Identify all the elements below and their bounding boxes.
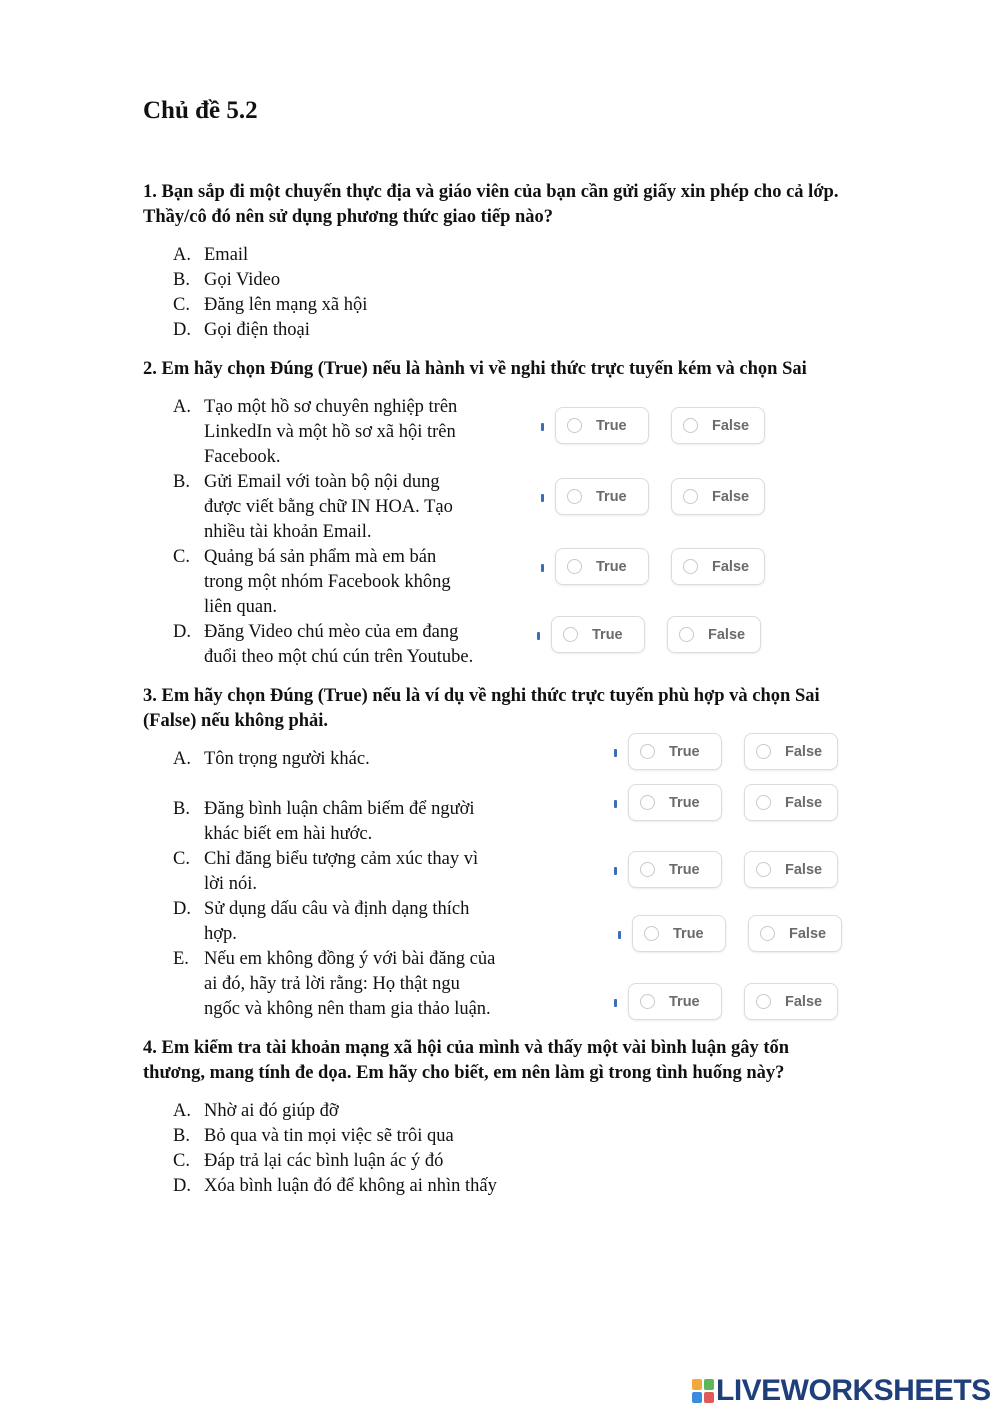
radio-icon xyxy=(640,862,655,877)
q2a-true-button[interactable]: True xyxy=(555,407,649,444)
option-text: Tạo một hồ sơ chuyên nghiệp trên xyxy=(204,397,458,417)
question-text-line: 1. Bạn sắp đi một chuyến thực địa và giáo viên của bạn cần gửi giấy xin phép cho cả lớp. xyxy=(143,182,839,202)
option-text: liên quan. xyxy=(204,597,277,617)
question-2 xyxy=(143,357,923,382)
option-text: LinkedIn và một hồ sơ xã hội trên xyxy=(204,422,456,442)
option-letter: B. xyxy=(173,799,190,819)
option-text: Nhờ ai đó giúp đỡ xyxy=(204,1101,339,1121)
option-text: Xóa bình luận đó để không ai nhìn thấy xyxy=(204,1176,497,1196)
marker-dot xyxy=(541,564,544,572)
radio-icon xyxy=(756,795,771,810)
option-text: Email xyxy=(204,245,249,265)
marker-dot xyxy=(541,494,544,502)
q2d-true-button[interactable]: True xyxy=(551,616,645,653)
marker-dot xyxy=(614,800,617,808)
radio-icon xyxy=(756,744,771,759)
question-text-line: (False) nếu không phải. xyxy=(143,711,329,731)
option-text: Tôn trọng người khác. xyxy=(204,749,370,769)
marker-dot xyxy=(541,423,544,431)
marker-dot xyxy=(614,749,617,757)
q3d-true-button[interactable]: True xyxy=(632,915,726,952)
marker-dot xyxy=(614,867,617,875)
radio-icon xyxy=(567,489,582,504)
option-text: được viết bằng chữ IN HOA. Tạo xyxy=(204,497,453,517)
q2c-true-button[interactable]: True xyxy=(555,548,649,585)
question-text-line: 3. Em hãy chọn Đúng (True) nếu là ví dụ về nghi thức trực tuyến phù hợp và chọn Sai xyxy=(143,686,820,706)
q3e-false-button[interactable]: False xyxy=(744,983,838,1020)
q2b-false-button[interactable]: False xyxy=(671,478,765,515)
option-text: Bỏ qua và tin mọi việc sẽ trôi qua xyxy=(204,1126,454,1146)
option-text: Đăng lên mạng xã hội xyxy=(204,295,368,315)
radio-icon xyxy=(683,489,698,504)
q3a-false-button[interactable]: False xyxy=(744,733,838,770)
logo-mark-icon xyxy=(692,1379,714,1403)
q3b-false-button[interactable]: False xyxy=(744,784,838,821)
option-letter: B. xyxy=(173,270,190,290)
option-letter: C. xyxy=(173,1151,190,1171)
option-text: Quảng bá sản phẩm mà em bán xyxy=(204,547,437,567)
q2b-true-button[interactable]: True xyxy=(555,478,649,515)
radio-icon xyxy=(756,862,771,877)
option-text: Gửi Email với toàn bộ nội dung xyxy=(204,472,440,492)
radio-icon xyxy=(640,795,655,810)
q3b-true-button[interactable]: True xyxy=(628,784,722,821)
option-text: ngốc và không nên tham gia thảo luận. xyxy=(204,999,491,1019)
option-letter: A. xyxy=(173,1101,191,1121)
liveworksheets-logo xyxy=(692,1374,991,1408)
radio-icon xyxy=(567,418,582,433)
radio-icon xyxy=(683,559,698,574)
option-text: Gọi điện thoại xyxy=(204,320,310,340)
option-letter: A. xyxy=(173,245,191,265)
option-text: Đăng Video chú mèo của em đang xyxy=(204,622,459,642)
radio-icon xyxy=(640,744,655,759)
option-text: đuổi theo một chú cún trên Youtube. xyxy=(204,647,474,667)
question-1 xyxy=(143,180,923,230)
radio-icon xyxy=(756,994,771,1009)
q3c-true-button[interactable]: True xyxy=(628,851,722,888)
radio-icon xyxy=(640,994,655,1009)
option-letter: A. xyxy=(173,397,191,417)
radio-icon xyxy=(760,926,775,941)
option-letter: C. xyxy=(173,295,190,315)
radio-icon xyxy=(683,418,698,433)
option-text: nhiều tài khoản Email. xyxy=(204,522,372,542)
question-text-line: thương, mang tính đe dọa. Em hãy cho biết, em nên làm gì trong tình huống này? xyxy=(143,1063,785,1083)
option-text: lời nói. xyxy=(204,874,257,894)
q3e-true-button[interactable]: True xyxy=(628,983,722,1020)
option-letter: E. xyxy=(173,949,189,969)
logo-text: LIVEWORKSHEETS xyxy=(716,1374,991,1407)
q3c-false-button[interactable]: False xyxy=(744,851,838,888)
option-text: trong một nhóm Facebook không xyxy=(204,572,451,592)
marker-dot xyxy=(537,632,540,640)
option-letter: D. xyxy=(173,622,191,642)
marker-dot xyxy=(614,999,617,1007)
option-text: Nếu em không đồng ý với bài đăng của xyxy=(204,949,496,969)
option-letter: B. xyxy=(173,1126,190,1146)
radio-icon xyxy=(679,627,694,642)
option-letter: C. xyxy=(173,849,190,869)
option-letter: C. xyxy=(173,547,190,567)
question-text-line: Thầy/cô đó nên sử dụng phương thức giao tiếp nào? xyxy=(143,207,554,227)
question-text-line: 2. Em hãy chọn Đúng (True) nếu là hành vi về nghi thức trực tuyến kém và chọn Sai xyxy=(143,359,807,379)
option-text: Đáp trả lại các bình luận ác ý đó xyxy=(204,1151,444,1171)
option-text: Gọi Video xyxy=(204,270,281,290)
option-text: khác biết em hài hước. xyxy=(204,824,373,844)
option-letter: A. xyxy=(173,749,191,769)
q2c-false-button[interactable]: False xyxy=(671,548,765,585)
radio-icon xyxy=(567,559,582,574)
option-text: hợp. xyxy=(204,924,237,944)
option-letter: D. xyxy=(173,1176,191,1196)
option-letter: D. xyxy=(173,899,191,919)
question-text-line: 4. Em kiểm tra tài khoản mạng xã hội của mình và thấy một vài bình luận gây tổn xyxy=(143,1038,790,1058)
question-4 xyxy=(143,1036,923,1086)
option-text: Chỉ đăng biểu tượng cảm xúc thay vì xyxy=(204,849,479,869)
q2d-false-button[interactable]: False xyxy=(667,616,761,653)
q3d-false-button[interactable]: False xyxy=(748,915,842,952)
radio-icon xyxy=(563,627,578,642)
option-letter: D. xyxy=(173,320,191,340)
option-text: Sử dụng dấu câu và định dạng thích xyxy=(204,899,470,919)
q2a-false-button[interactable]: False xyxy=(671,407,765,444)
option-text: Facebook. xyxy=(204,447,281,467)
option-text: Đăng bình luận châm biếm để người xyxy=(204,799,475,819)
question-3 xyxy=(143,684,923,734)
marker-dot xyxy=(618,931,621,939)
option-letter: B. xyxy=(173,472,190,492)
option-text: ai đó, hãy trả lời rằng: Họ thật ngu xyxy=(204,974,460,994)
q3a-true-button[interactable]: True xyxy=(628,733,722,770)
page-title: Chủ đề 5.2 xyxy=(143,97,258,124)
radio-icon xyxy=(644,926,659,941)
